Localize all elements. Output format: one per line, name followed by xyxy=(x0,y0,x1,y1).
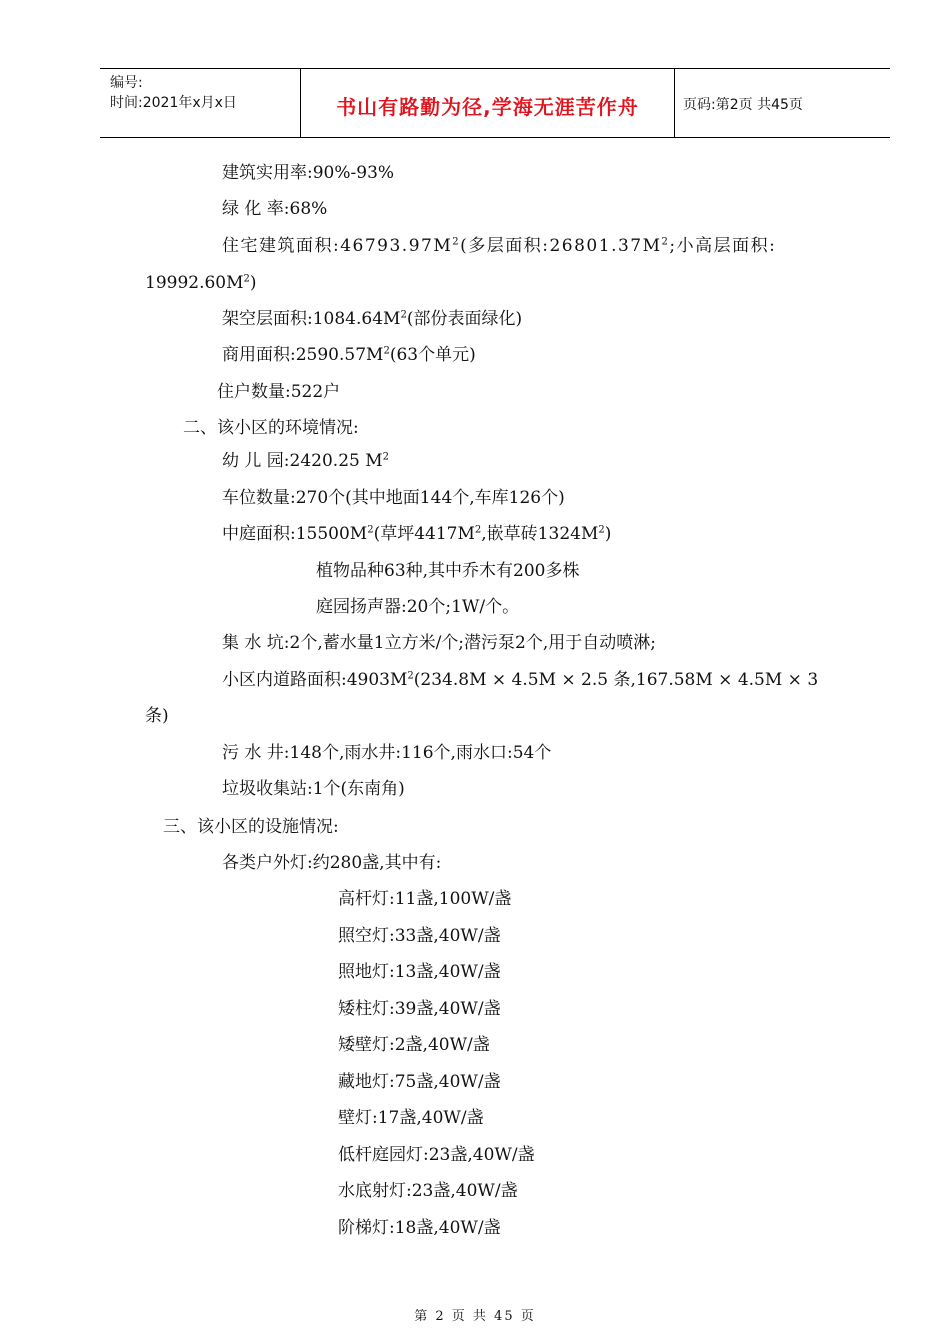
section-heading: 三、该小区的设施情况: xyxy=(163,817,339,837)
text-line: 植物品种63种,其中乔木有200多株 xyxy=(316,561,580,581)
lamp-item: 藏地灯:75盏,40W/盏 xyxy=(338,1072,501,1092)
text-line: 住宅建筑面积$:46793.97M^2$(多层面积$:26801.37M^2$;小高层面积: xyxy=(222,236,777,256)
lamp-item: 矮柱灯:39盏,40W/盏 xyxy=(338,999,501,1019)
text-line: 商用面积$:2590.57M^2(63$个单元) xyxy=(222,345,476,365)
text-line: 垃圾收集站:1个(东南角) xyxy=(222,779,405,799)
text-line: 集 水 坑:2个,蓄水量1立方米/个;潜污泵2个,用于自动喷淋; xyxy=(222,633,656,653)
header-page-cell xyxy=(675,69,890,137)
lamp-item: 阶梯灯:18盏,40W/盏 xyxy=(338,1218,501,1238)
text-line: 架空层面积$:1084.64M^2$(部份表面绿化) xyxy=(222,309,523,329)
lamp-item: 照地灯:13盏,40W/盏 xyxy=(338,962,501,982)
header-motto-cell xyxy=(301,69,675,137)
text-line: $19992.60M^2$) xyxy=(145,273,257,293)
text-line: 小区内道路面积$:4903M^2(234.8M \times 4.5M \times 2.5$ 条,167.58M × 4.5M × 3 xyxy=(222,670,819,690)
lamp-item: 高杆灯:11盏,100W/盏 xyxy=(338,889,512,909)
section-heading: 二、该小区的环境情况: xyxy=(183,418,359,438)
header-page-info: 页码:第2页 共45页 xyxy=(683,97,803,113)
text-line: 建筑实用率:90%-93% xyxy=(222,163,395,183)
motto: 书山有路勤为径,学海无涯苦作舟 xyxy=(336,95,639,119)
page-footer: 第 2 页 共 45 页 xyxy=(414,1309,536,1324)
lamp-item: 照空灯:33盏,40W/盏 xyxy=(338,926,501,946)
text-line: 绿 化 率:68% xyxy=(222,199,328,219)
serial-label: 编号: xyxy=(110,75,143,91)
lamp-item: 矮壁灯:2盏,40W/盏 xyxy=(338,1035,490,1055)
lamp-item: 水底射灯:23盏,40W/盏 xyxy=(338,1181,518,1201)
text-line: 住户数量:522户 xyxy=(217,382,341,402)
time-label: 时间:2021年x月x日 xyxy=(110,95,237,111)
lamp-item: 低杆庭园灯:23盏,40W/盏 xyxy=(338,1145,535,1165)
text-line: 幼 儿 园:2420.25 $M^2$ xyxy=(222,451,390,471)
page-header xyxy=(100,68,890,138)
text-line: 污 水 井:148个,雨水井:116个,雨水口:54个 xyxy=(222,743,552,763)
text-line: 各类户外灯:约280盏,其中有: xyxy=(222,853,442,873)
text-line: 庭园扬声器:20个;1W/个。 xyxy=(316,597,520,617)
text-line: 车位数量:270个(其中地面144个,车库126个) xyxy=(222,488,565,508)
header-left-cell xyxy=(100,69,301,137)
lamp-item: 壁灯:17盏,40W/盏 xyxy=(338,1108,484,1128)
text-line: 中庭面积$:15500M^2$(草坪$4417M^2$,嵌草砖$1324M^2$) xyxy=(222,524,612,544)
text-line: 条) xyxy=(145,706,169,726)
